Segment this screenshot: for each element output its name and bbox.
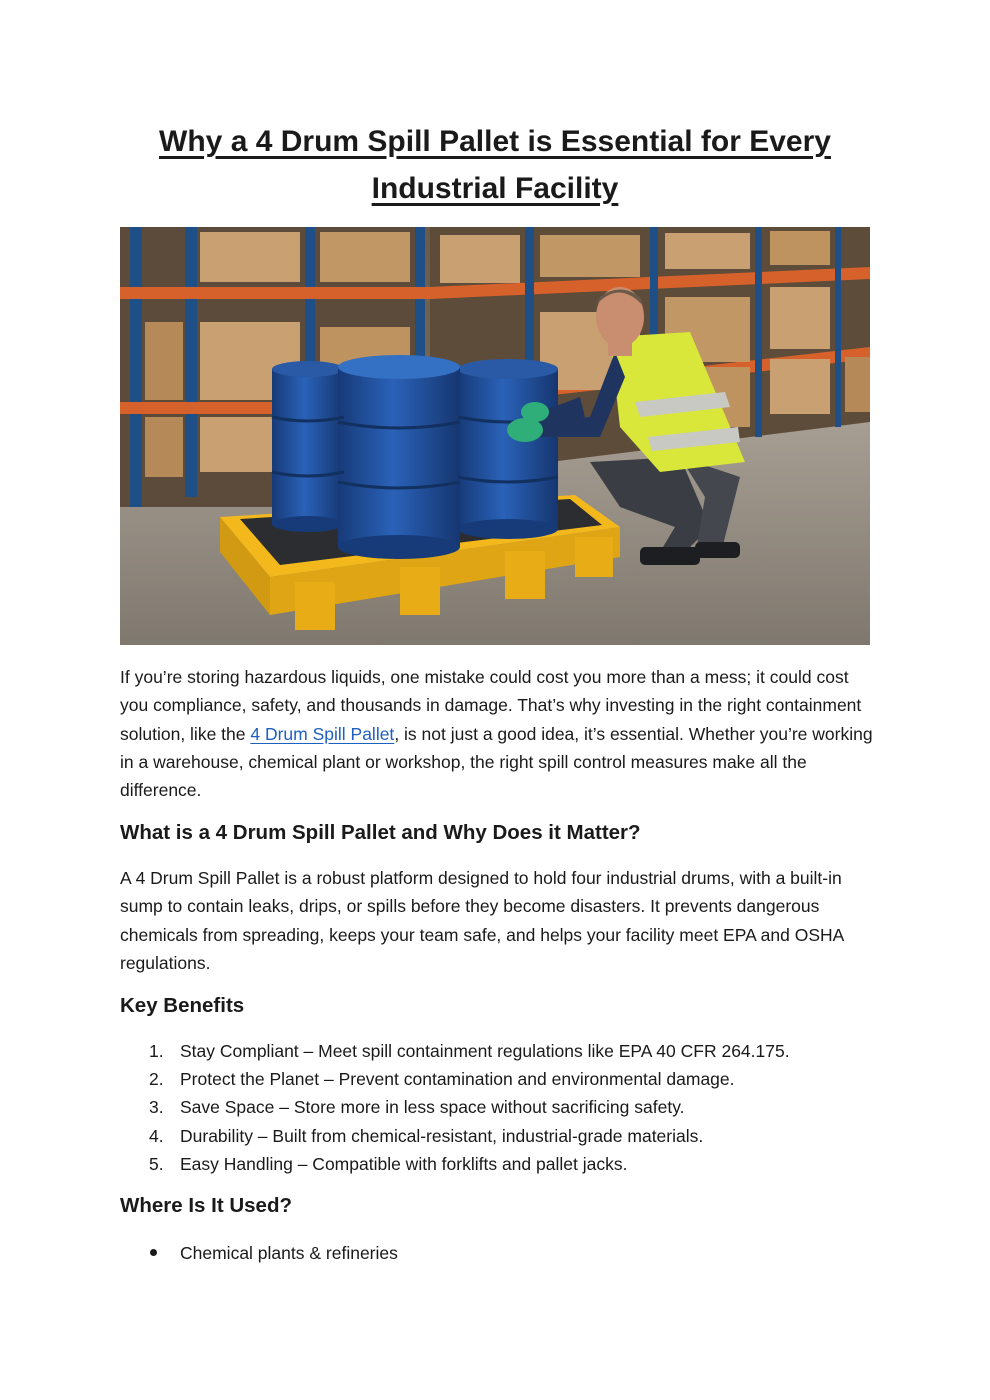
- hero-image-warehouse-drums: [120, 227, 870, 645]
- intro-text-after-link: , is not just a good idea, it’s essential. Whether you’re working in a warehouse, chemical plant or workshop, the right spill control measures make all the difference.: [120, 723, 873, 801]
- heading-key-benefits: Key Benefits: [120, 994, 245, 1017]
- spill-pallet-link[interactable]: 4 Drum Spill Pallet: [250, 723, 395, 744]
- list-item-text: Durability – Built from chemical-resistant, industrial-grade materials.: [180, 1125, 704, 1146]
- list-item: [120, 1150, 790, 1178]
- list-item: [120, 1037, 790, 1065]
- list-item-number: 4.: [149, 1125, 164, 1146]
- what-is-paragraph: A 4 Drum Spill Pallet is a robust platform designed to hold four industrial drums, with a built-in sump to contain leaks, drips, or spills before they become disasters. It prevents dangerous chemicals from spreading, keeps your team safe, and helps your facility meet EPA and OSHA regulations.: [120, 868, 844, 973]
- bullet-icon: [150, 1249, 157, 1256]
- list-item-text: Easy Handling – Compatible with forklifts and pallet jacks.: [180, 1153, 628, 1174]
- title-line-1: Why a 4 Drum Spill Pallet is Essential for Every: [159, 125, 831, 158]
- benefits-list: [120, 1037, 790, 1178]
- list-item-number: 5.: [149, 1153, 164, 1174]
- intro-text-before-link: If you’re storing hazardous liquids, one mistake could cost you more than a mess; it could cost you compliance, safety, and thousands in damage. That’s why investing in the right containment solution, like the: [120, 667, 862, 744]
- list-item-text: Protect the Planet – Prevent contamination and environmental damage.: [180, 1069, 735, 1090]
- list-item-number: 2.: [149, 1069, 164, 1090]
- heading-what-is: What is a 4 Drum Spill Pallet and Why Does it Matter?: [120, 821, 641, 844]
- list-item: [120, 1239, 398, 1267]
- list-item: [120, 1065, 790, 1093]
- list-item-text: Chemical plants & refineries: [180, 1243, 398, 1263]
- list-item: [120, 1122, 790, 1150]
- list-item-text: Stay Compliant – Meet spill containment regulations like EPA 40 CFR 264.175.: [180, 1041, 790, 1061]
- title-line-2: Industrial Facility: [371, 172, 619, 205]
- heading-where-used: Where Is It Used?: [120, 1194, 293, 1217]
- page-title: [120, 118, 870, 212]
- list-item: [120, 1093, 790, 1121]
- where-used-list: [120, 1239, 398, 1267]
- list-item-text: Save Space – Store more in less space without sacrificing safety.: [180, 1097, 685, 1118]
- list-item-number: 1.: [149, 1041, 164, 1061]
- intro-paragraph: [120, 663, 875, 804]
- list-item-number: 3.: [149, 1097, 164, 1118]
